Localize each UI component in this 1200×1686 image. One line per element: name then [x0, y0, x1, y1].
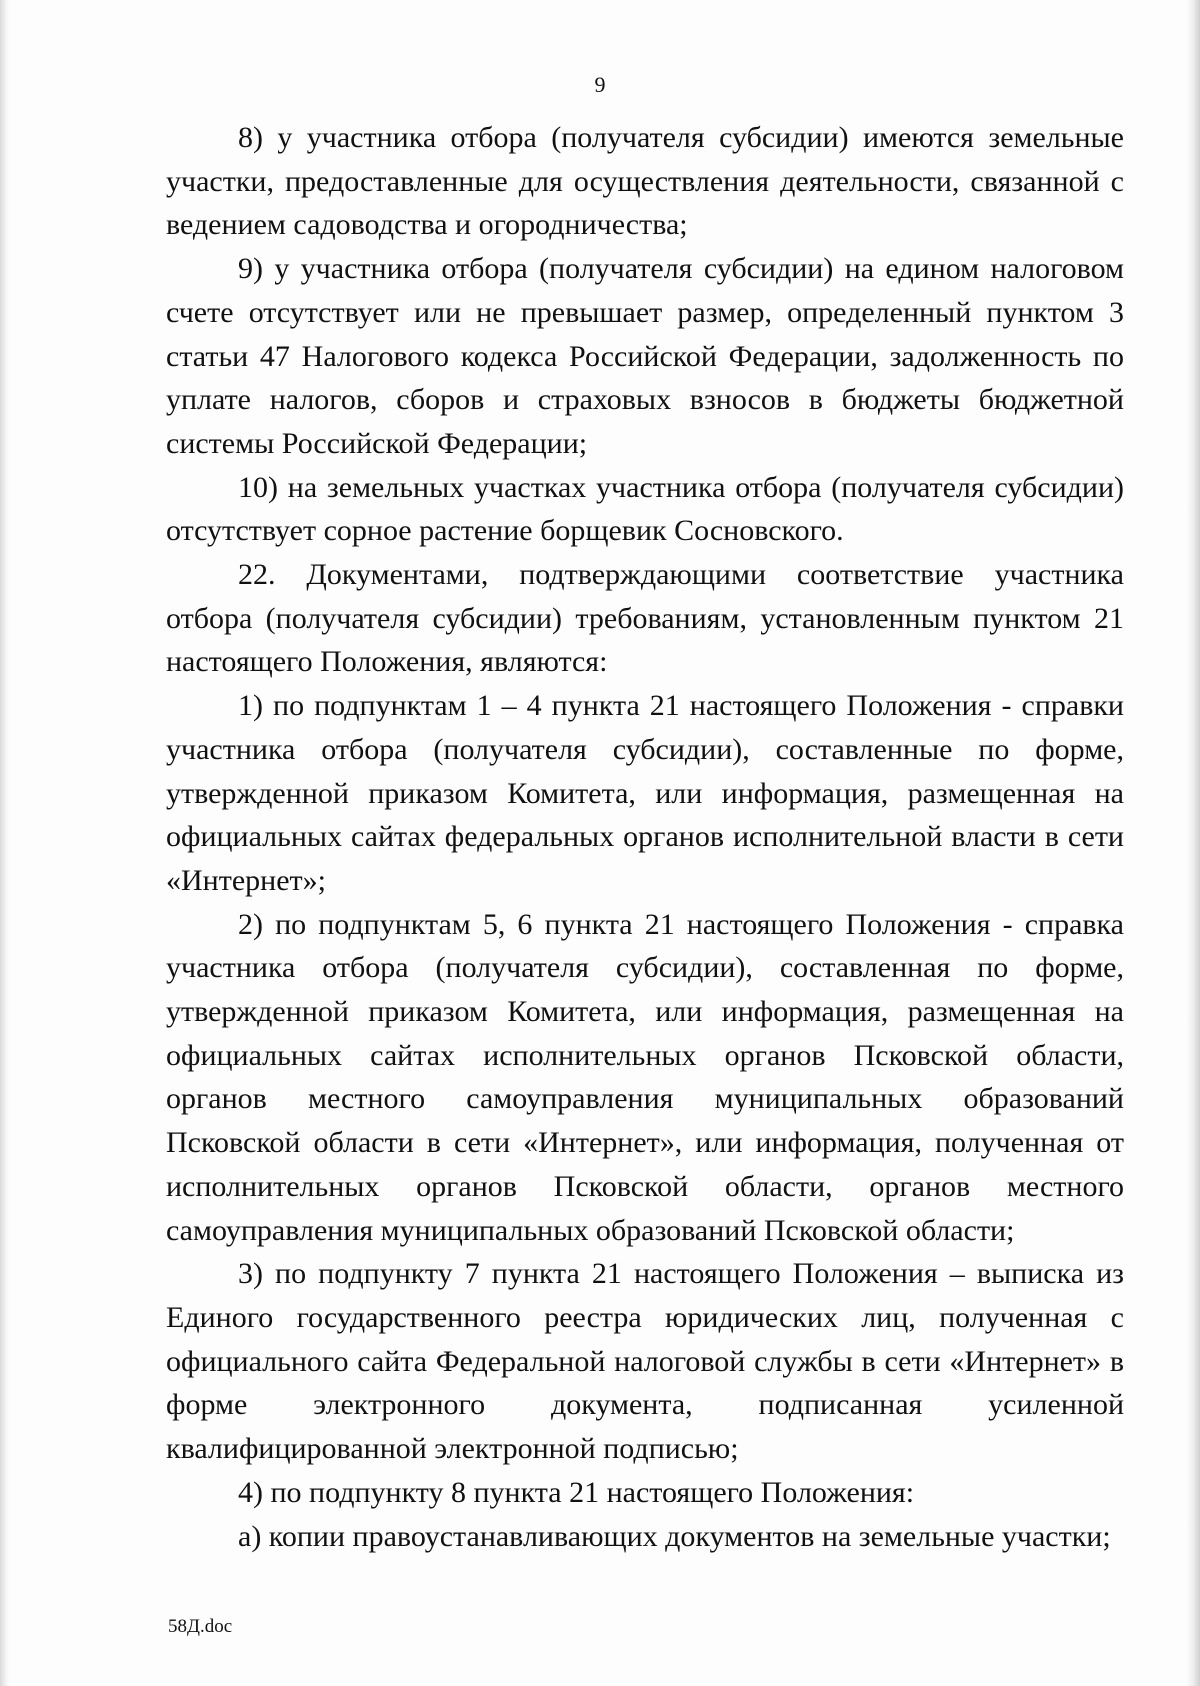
paragraph-subitem-2: 2) по подпунктам 5, 6 пункта 21 настоящего Положения - справка участника отбора (получателя субсидии), составленная по форме, утвержденной приказом Комитета, или информация, размещенная на официальных сайтах исполнительных органов Псковской области, органов местного самоуправления муниципальных образований Псковской области в сети «Интернет», или информация, полученная от исполнительных органов Псковской области, органов местного самоуправления муниципальных образований Псковской области;: [166, 907, 1124, 1247]
paragraph-subitem-4a: а) копии правоустанавливающих документов на земельные участки;: [238, 1519, 1111, 1553]
document-body: [166, 116, 1124, 1558]
scan-edge-right: [1186, 0, 1200, 1686]
paragraph-subitem-3: 3) по подпункту 7 пункта 21 настоящего Положения – выписка из Единого государственного реестра юридических лиц, полученная с официального сайта Федеральной налоговой службы в сети «Интернет» в форме электронного документа, подписанная усиленной квалифицированной электронной подписью;: [166, 1257, 1124, 1466]
footer-filename: 58Д.doc: [168, 1616, 233, 1637]
paragraph-subitem-1: 1) по подпунктам 1 – 4 пункта 21 настоящего Положения - справки участника отбора (получателя субсидии), составленные по форме, утвержденной приказом Комитета, или информация, размещенная на официальных сайтах федеральных органов исполнительной власти в сети «Интернет»;: [166, 689, 1124, 897]
scan-edge-left: [0, 0, 10, 1686]
paragraph-item-9: 9) у участника отбора (получателя субсидии) на едином налоговом счете отсутствует или не превышает размер, определенный пунктом 3 статьи 47 Налогового кодекса Российской Федерации, задолженность по уплате налогов, сборов и страховых взносов в бюджеты бюджетной системы Российской Федерации;: [166, 252, 1124, 460]
page-number: 9: [594, 72, 606, 97]
paragraph-subitem-4: 4) по подпункту 8 пункта 21 настоящего Положения:: [238, 1475, 915, 1509]
paragraph-clause-22: 22. Документами, подтверждающими соответствие участника отбора (получателя субсидии) требованиям, установленным пунктом 21 настоящего Положения, являются:: [166, 558, 1124, 679]
paragraph-item-10: 10) на земельных участках участника отбора (получателя субсидии) отсутствует сорное растение борщевик Сосновского.: [166, 470, 1124, 548]
paragraph-item-8: 8) у участника отбора (получателя субсидии) имеются земельные участки, предоставленные для осуществления деятельности, связанной с ведением садоводства и огородничества;: [166, 121, 1124, 242]
